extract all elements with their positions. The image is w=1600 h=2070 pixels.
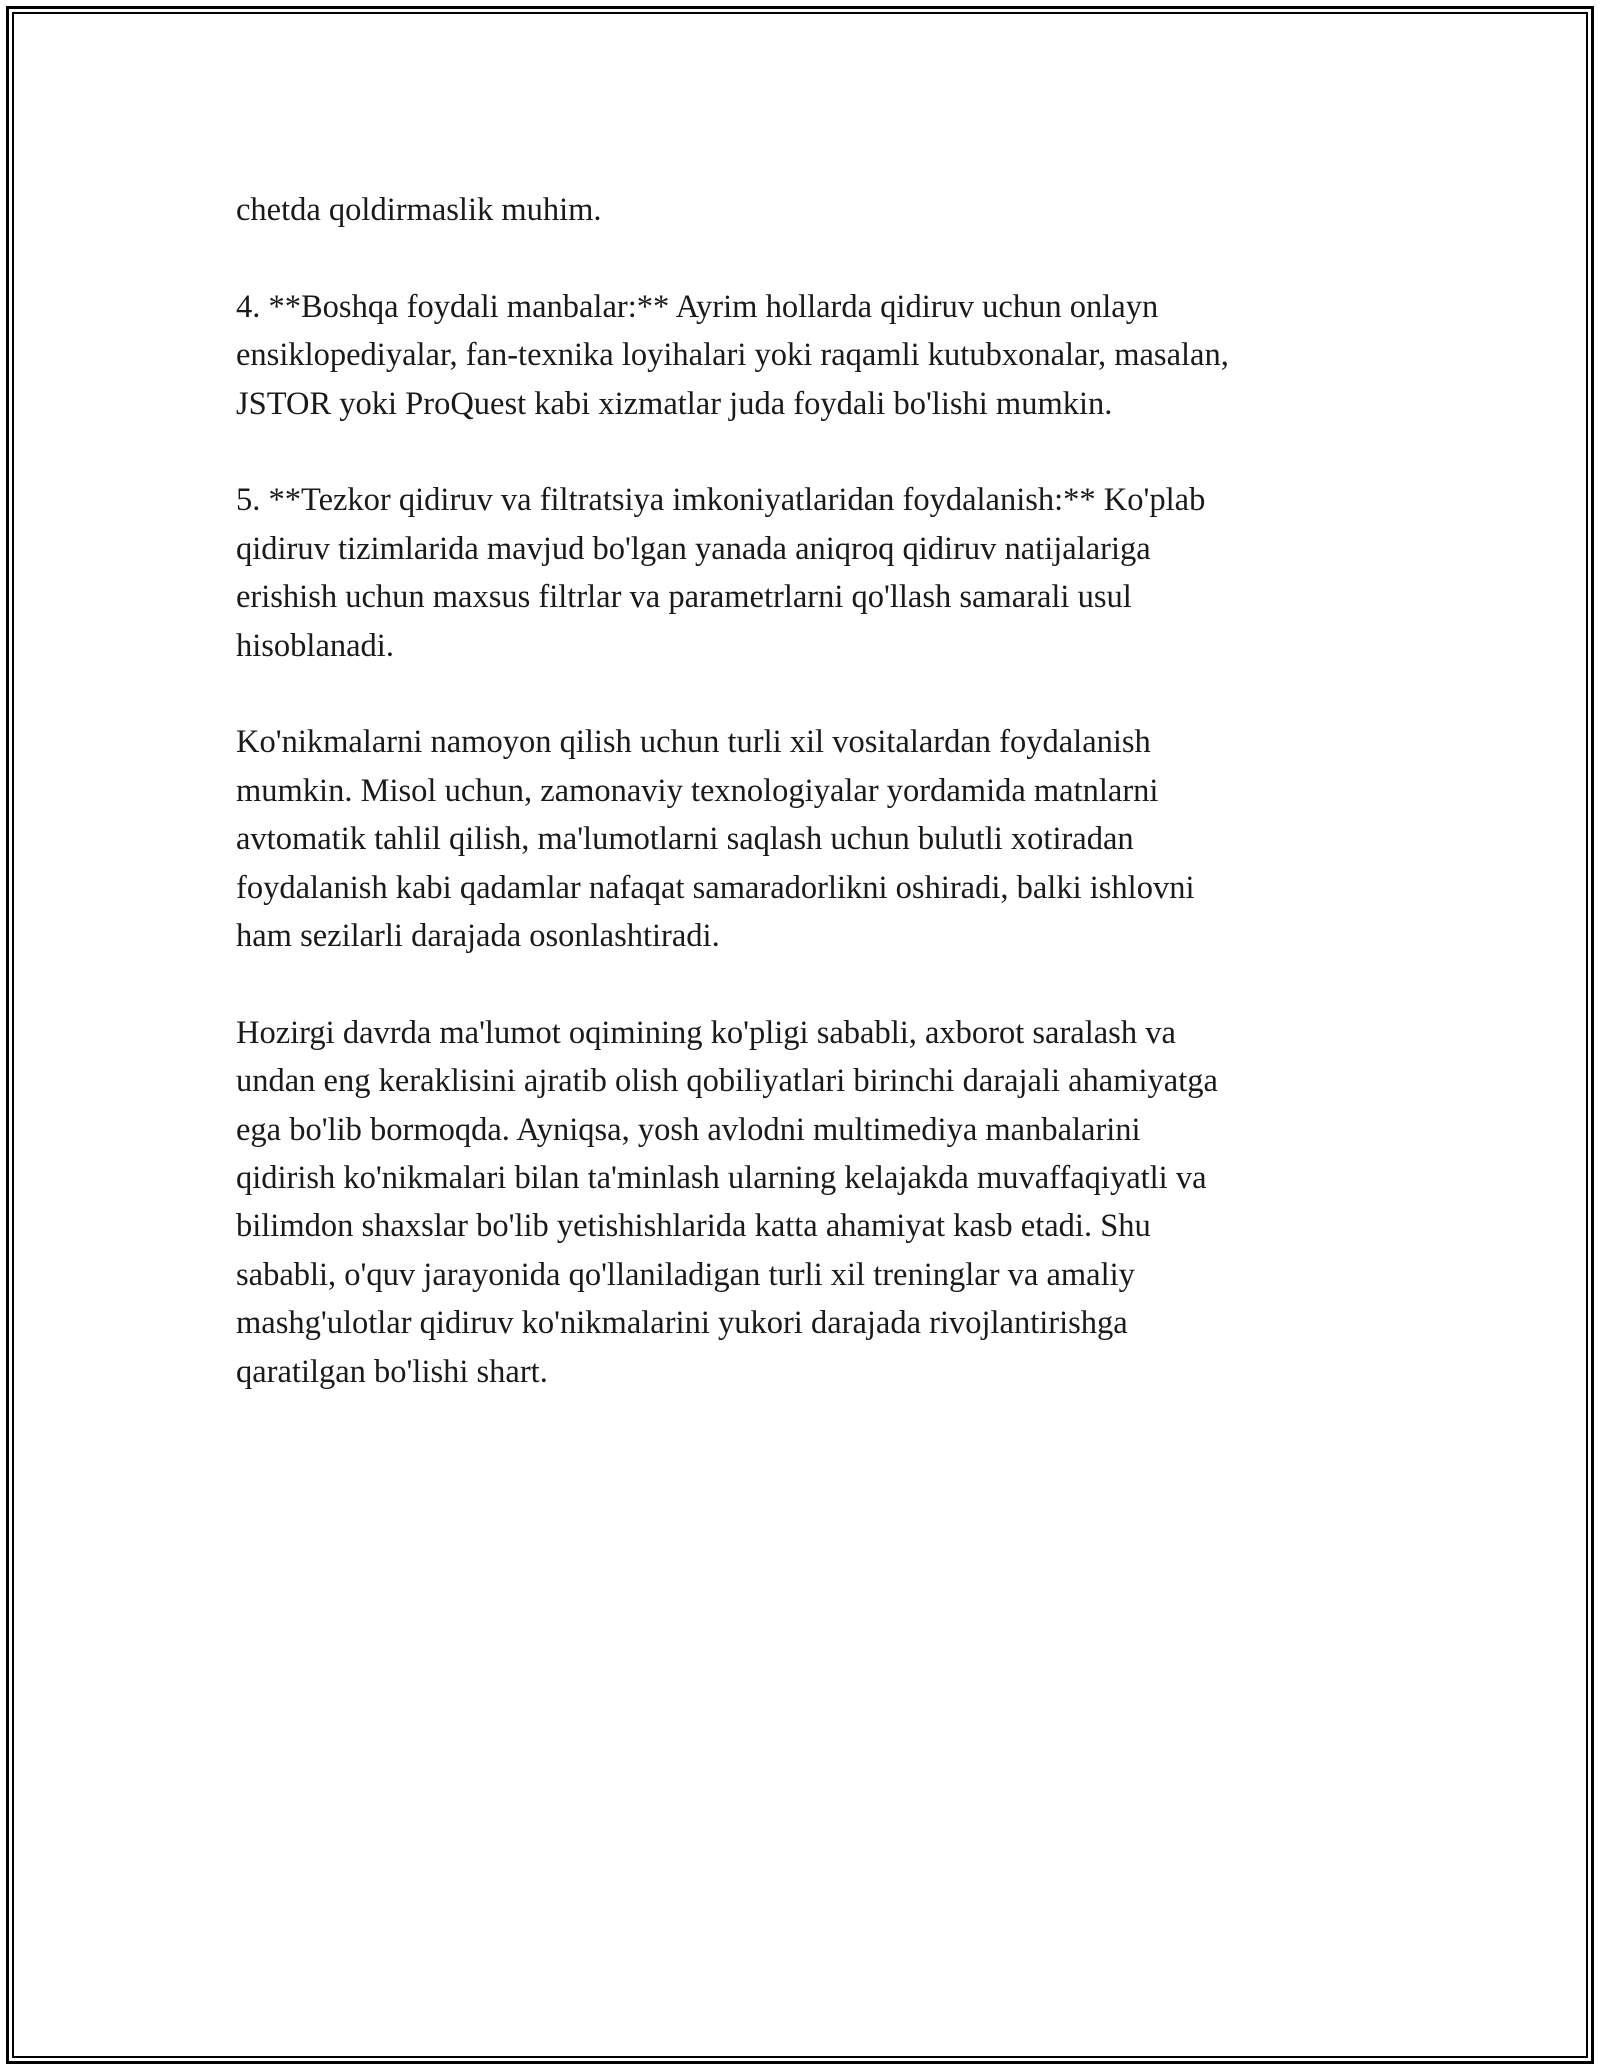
document-body	[236, 186, 1386, 1444]
paragraph-continuation: chetda qoldirmaslik muhim.	[236, 192, 602, 228]
paragraph-item-4: 4. **Boshqa foydali manbalar:** Ayrim hollarda qidiruv uchun onlayn ensiklopediyalar, fan-texnika loyihalari yoki raqamli kutubxonalar, masalan, JSTOR yoki ProQuest kabi xizmatlar juda foydali bo'lishi mumkin.	[236, 288, 1229, 422]
paragraph-skills-tools: Ko'nikmalarni namoyon qilish uchun turli xil vositalardan foydalanish mumkin. Misol uchun, zamonaviy texnologiyalar yordamida matnlarni avtomatik tahlil qilish, ma'lumotlarni saqlash uchun bulutli xotiradan foydalanish kabi qadamlar nafaqat samaradorlikni oshiradi, balki ishlovni ham sezilarli darajada osonlashtiradi.	[236, 724, 1195, 955]
paragraph-item-5: 5. **Tezkor qidiruv va filtratsiya imkoniyatlaridan foydalanish:** Ko'plab qidiruv tizimlarida mavjud bo'lgan yanada aniqroq qidiruv natijalariga erishish uchun maxsus filtrlar va parametrlarni qo'llash samarali usul hisoblanadi.	[236, 482, 1206, 664]
paragraph-information-flow: Hozirgi davrda ma'lumot oqimining ko'pligi sababli, axborot saralash va undan eng keraklisini ajratib olish qobiliyatlari birinchi darajali ahamiyatga ega bo'lib bormoqda. Ayniqsa, yosh avlodni multimediya manbalarini qidirish ko'nikmalari bilan ta'minlash ularning kelajakda muvaffaqiyatli va bilimdon shaxslar bo'lib yetishishlarida katta ahamiyat kasb etadi. Shu sababli, o'quv jarayonida qo'llaniladigan turli xil treninglar va amaliy mashg'ulotlar qidiruv ko'nikmalarini yukori darajada rivojlantirishga qaratilgan bo'lishi shart.	[236, 1014, 1218, 1390]
